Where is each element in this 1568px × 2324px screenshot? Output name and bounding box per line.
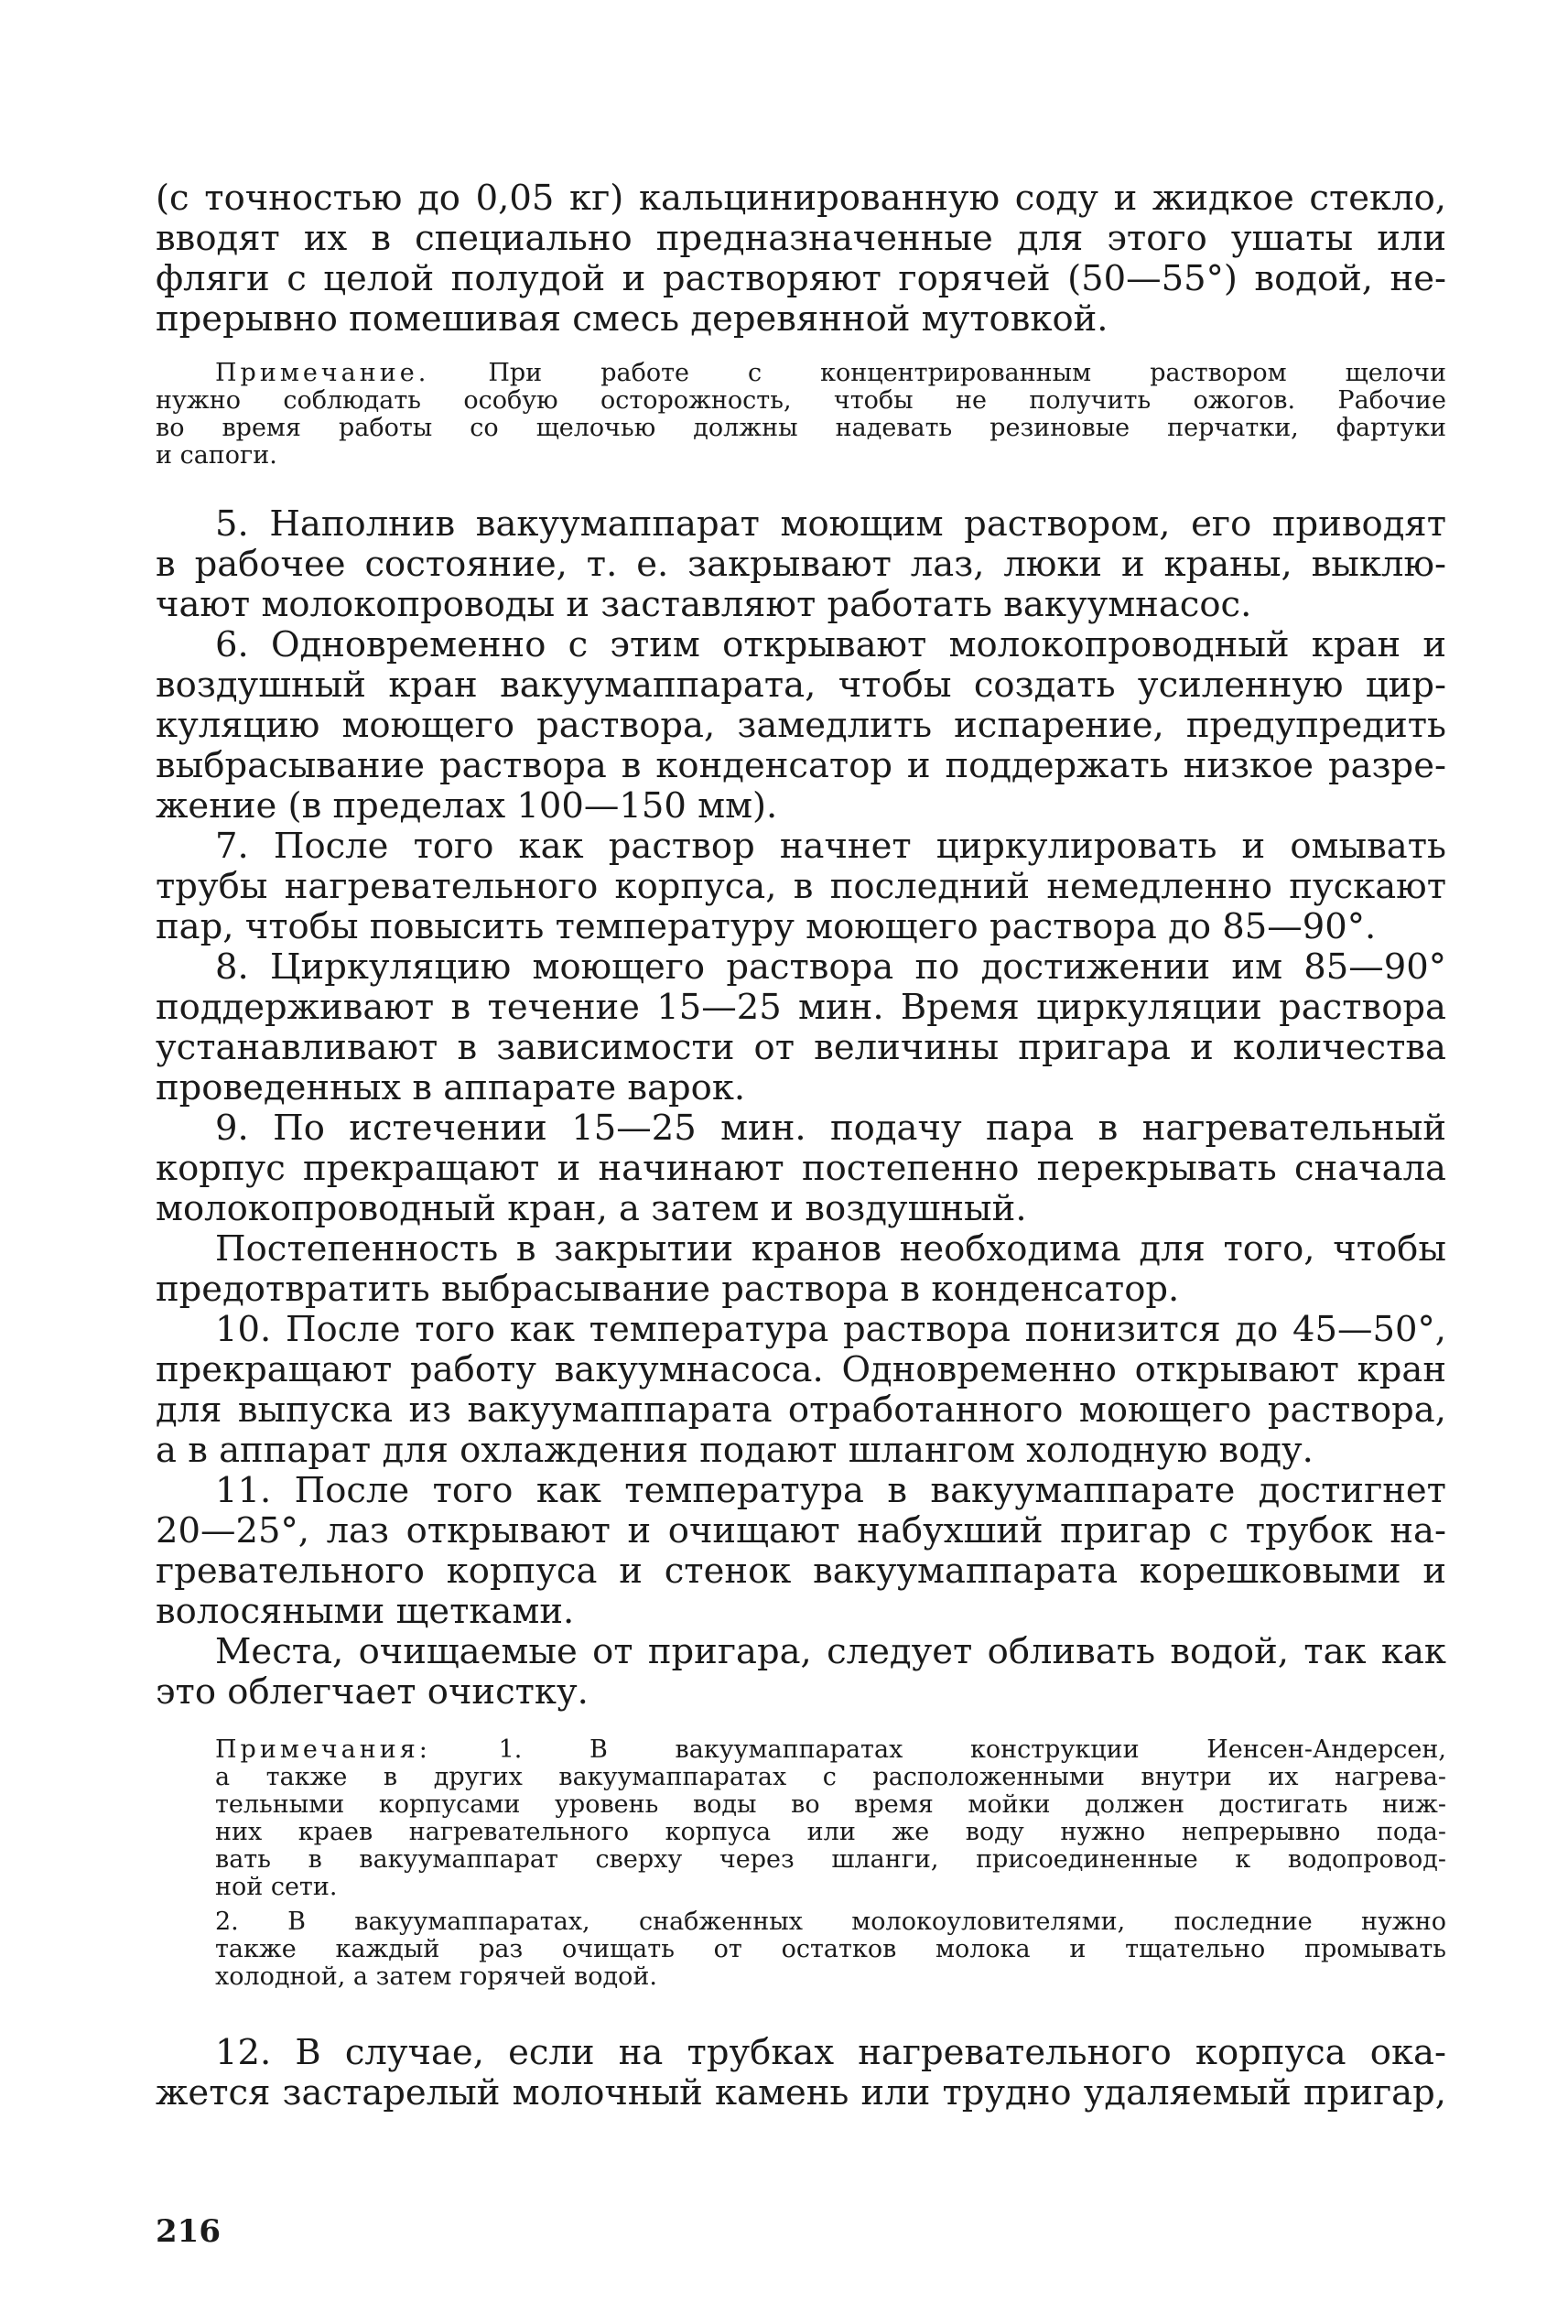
text-line: прерывно помешивая смесь деревянной мутовкой. [156, 298, 1108, 340]
text-line: холодной, а затем горячей водой. [215, 1962, 657, 1991]
text-line: поддерживают в течение 15—25 мин. Время циркуляции раствора [156, 987, 1446, 1028]
text-line: пар, чтобы повысить температуру моющего раствора до 85—90°. [156, 906, 1377, 947]
text-line: жение (в пределах 100—150 мм). [156, 785, 778, 827]
text-line: гревательного корпуса и стенок вакуумаппарата корешковыми и [156, 1551, 1446, 1592]
text-line: в рабочее состояние, т. е. закрывают лаз, люки и краны, выклю- [156, 544, 1446, 585]
item-6 [156, 625, 1446, 827]
item-10 [156, 1310, 1446, 1471]
text-line: во время работы со щелочью должны надевать резиновые перчатки, фартуки [156, 414, 1446, 442]
text-line: фляги с целой полудой и растворяют горячей (50—55°) водой, не- [156, 258, 1446, 299]
text-line: устанавливают в зависимости от величины пригара и количества [156, 1027, 1446, 1068]
text-line: вать в вакуумаппарат сверху через шланги, присоединенные к водопровод- [215, 1845, 1446, 1874]
text-line: 10. После того как температура раствора понизится до 45—50°, [215, 1309, 1446, 1350]
note-label: Примечание. [215, 359, 430, 387]
text-line: 9. По истечении 15—25 мин. подачу пара в нагревательный [215, 1108, 1446, 1149]
item-7 [156, 827, 1446, 947]
note-alkali [156, 360, 1446, 470]
text-line: прекращают работу вакуумнасоса. Одновременно открывают кран [156, 1349, 1446, 1390]
text-line: жется застарелый молочный камень или трудно удаляемый пригар, [156, 2072, 1446, 2113]
note-label: Примечания: [215, 1735, 431, 1764]
note-first-line [215, 360, 1446, 387]
text-line: 12. В случае, если на трубках нагревательного корпуса ока- [215, 2032, 1446, 2073]
text-line: чают молокопроводы и заставляют работать вакуумнасос. [156, 584, 1252, 625]
page-body [156, 178, 1446, 2113]
item-8 [156, 947, 1446, 1108]
text-line: 7. После того как раствор начнет циркулировать и омывать [215, 826, 1446, 867]
text-line: трубы нагревательного корпуса, в последний немедленно пускают [156, 866, 1446, 907]
text-line: 6. Одновременно с этим открывают молокопроводный кран и [215, 624, 1446, 665]
item-5 [156, 504, 1446, 625]
paragraph-intro [156, 178, 1446, 340]
page-number: 216 [156, 2213, 221, 2250]
paragraph-places [156, 1632, 1446, 1713]
item-11 [156, 1471, 1446, 1632]
item-12 [156, 2033, 1446, 2113]
text-line: 2. В вакуумаппаратах, снабженных молокоуловителями, последние нужно [215, 1908, 1446, 1936]
text-line: При работе с концентрированным раствором щелочи [488, 359, 1446, 387]
item-9 [156, 1108, 1446, 1229]
text-line: куляцию моющего раствора, замедлить испарение, предупредить [156, 705, 1446, 746]
text-line: 1. В вакуумаппаратах конструкции Иенсен-Андерсен, [498, 1735, 1446, 1764]
notes-vacuum [156, 1736, 1446, 1991]
text-line: это облегчает очистку. [156, 1671, 589, 1713]
text-line: ной сети. [215, 1873, 338, 1901]
text-line: предотвратить выбрасывание раствора в конденсатор. [156, 1269, 1180, 1310]
text-line: 5. Наполнив вакуумаппарат моющим раствором, его приводят [215, 503, 1446, 545]
text-line: для выпуска из вакуумаппарата отработанного моющего раствора, [156, 1389, 1446, 1431]
text-line: 20—25°, лаз открывают и очищают набухший пригар с трубок на- [156, 1510, 1446, 1551]
text-line: и сапоги. [156, 441, 277, 470]
text-line: воздушный кран вакуумаппарата, чтобы создать усиленную цир- [156, 665, 1446, 706]
note-first-line [215, 1736, 1446, 1764]
text-line: корпус прекращают и начинают постепенно перекрывать сначала [156, 1148, 1446, 1189]
text-line: тельными корпусами уровень воды во время мойки должен достигать ниж- [215, 1790, 1446, 1819]
text-line: 8. Циркуляцию моющего раствора по достижении им 85—90° [215, 946, 1446, 988]
text-line: Постепенность в закрытии кранов необходима для того, чтобы [215, 1228, 1446, 1270]
text-line: а также в других вакуумаппаратах с расположенными внутри их нагрева- [215, 1763, 1446, 1791]
text-line: Места, очищаемые от пригара, следует обливать водой, так как [215, 1631, 1446, 1672]
text-line: вводят их в специально предназначенные для этого ушаты или [156, 218, 1446, 259]
text-line: волосяными щетками. [156, 1591, 575, 1632]
text-line: а в аппарат для охлаждения подают шлангом холодную воду. [156, 1430, 1314, 1471]
text-line: выбрасывание раствора в конденсатор и поддержать низкое разре- [156, 745, 1446, 786]
text-line: проведенных в аппарате варок. [156, 1067, 746, 1108]
text-line: также каждый раз очищать от остатков молока и тщательно промывать [215, 1935, 1446, 1963]
text-line: 11. После того как температура в вакуумаппарате достигнет [215, 1470, 1446, 1511]
text-line: них краев нагревательного корпуса или же воду нужно непрерывно пода- [215, 1818, 1446, 1846]
text-line: молокопроводный кран, а затем и воздушный. [156, 1188, 1027, 1229]
text-line: (с точностью до 0,05 кг) кальцинированную соду и жидкое стекло, [156, 178, 1446, 219]
text-line: нужно соблюдать особую осторожность, чтобы не получить ожогов. Рабочие [156, 386, 1446, 415]
paragraph-gradual [156, 1229, 1446, 1310]
